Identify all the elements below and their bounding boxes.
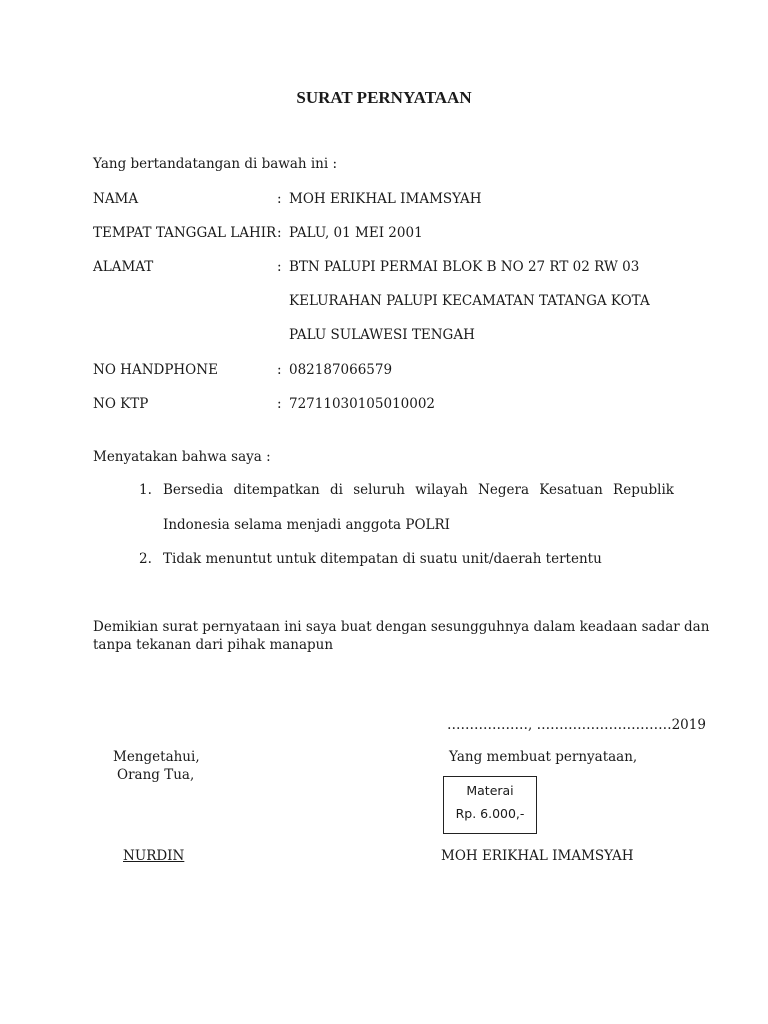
nama-colon: :: [277, 191, 282, 207]
stamp-line-1: Materai: [466, 783, 514, 798]
ttl-label: TEMPAT TANGGAL LAHIR: [93, 225, 277, 241]
item-1-number: 1.: [139, 482, 152, 498]
hp-value: 082187066579: [289, 362, 393, 378]
right-sign-line-1: Yang membuat pernyataan,: [449, 749, 638, 765]
item-2-text: Tidak menuntut untuk ditempatan di suatu unit/daerah tertentu: [163, 551, 602, 567]
left-sign-line-2: Orang Tua,: [117, 767, 195, 783]
ktp-colon: :: [277, 396, 282, 412]
intro-text: Yang bertandatangan di bawah ini :: [93, 156, 338, 172]
materai-stamp-box: [443, 776, 537, 834]
right-signer-name: MOH ERIKHAL IMAMSYAH: [441, 848, 634, 864]
ktp-value: 7271103010501000​2: [289, 396, 436, 412]
ttl-colon: :: [277, 225, 282, 241]
hp-colon: :: [277, 362, 282, 378]
hp-label: NO HANDPHONE: [93, 362, 218, 378]
item-2-number: 2.: [139, 551, 152, 567]
alamat-line-3: PALU SULAWESI TENGAH: [289, 327, 475, 343]
closing-line-1: Demikian surat pernyataan ini saya buat dengan sesungguhnya dalam keadaan sadar dan: [93, 619, 710, 635]
left-signer-name: NURDIN: [123, 848, 185, 864]
alamat-line-1: BTN PALUPI PERMAI BLOK B NO 27 RT 02 RW 03: [289, 259, 640, 275]
statement-intro: Menyatakan bahwa saya :: [93, 449, 271, 465]
alamat-line-2: KELURAHAN PALUPI KECAMATAN TATANGA KOTA: [289, 293, 650, 309]
left-sign-line-1: Mengetahui,: [113, 749, 200, 765]
item-1-line-2: Indonesia selama menjadi anggota POLRI: [163, 517, 450, 533]
item-1-line-1: Bersedia ditempatkan di seluruh wilayah Negera Kesatuan Republik: [163, 482, 674, 498]
ktp-label: NO KTP: [93, 396, 149, 412]
alamat-label: ALAMAT: [93, 259, 154, 275]
ttl-value: PALU, 01 MEI 2001: [289, 225, 423, 241]
date-line: ………………, …………………………2019: [447, 717, 706, 733]
stamp-line-2: Rp. 6.000,-: [455, 806, 525, 821]
closing-line-2: tanpa tekanan dari pihak manapun: [93, 637, 334, 653]
nama-value: MOH ERIKHAL IMAMSYAH: [289, 191, 482, 207]
alamat-colon: :: [277, 259, 282, 275]
nama-label: NAMA: [93, 191, 139, 207]
document-title: SURAT PERNYATAAN: [296, 88, 472, 107]
